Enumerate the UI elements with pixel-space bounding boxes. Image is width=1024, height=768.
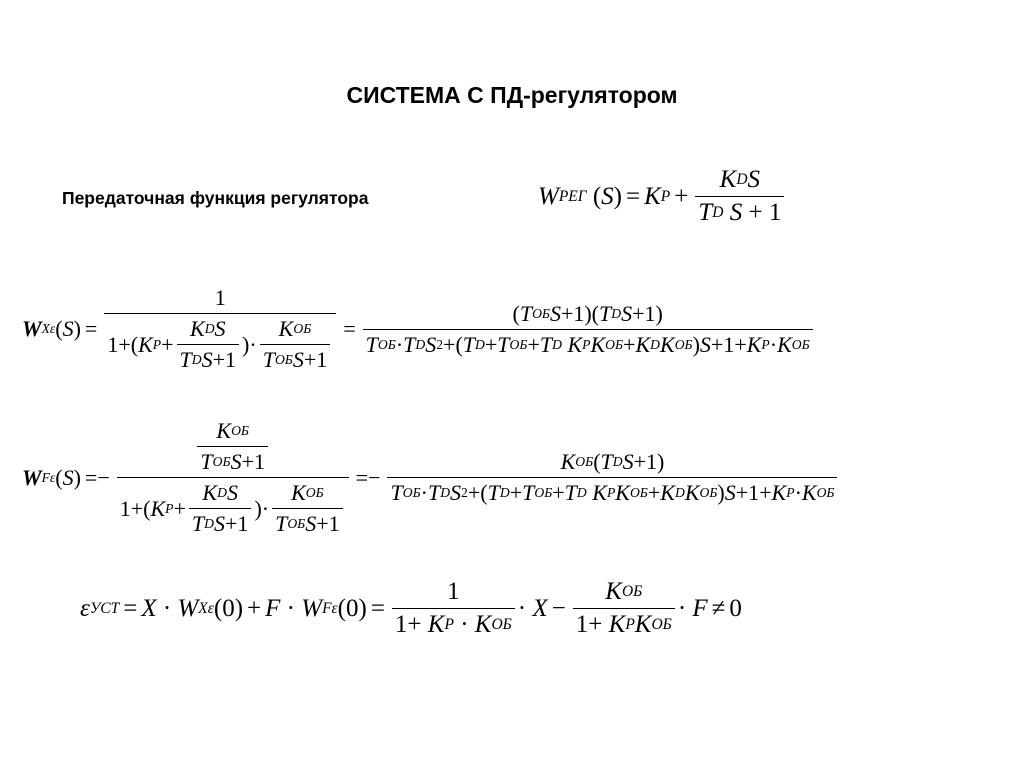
section-subtitle: Передаточная функция регулятора: [62, 188, 369, 208]
closed-loop-x-transfer-function: W Xε ( S ) = 1 1+( K P + K D S T D S +1 )· K ОБ T ОБ S +1 = ( T ОБ S +1)( T D S +1) T ОБ · T D S 2 +( T D + T ОБ + T D K P K ОБ + K D K ОБ ) S +1+ K P · K ОБ: [22, 285, 816, 373]
regulator-transfer-function: W РЕГ ( S ) = K P + K D S T D S + 1: [538, 166, 787, 227]
page-title: СИСТЕМА С ПД-регулятором: [346, 82, 678, 108]
steady-state-error-equation: ε УСТ = X · W Xε (0) + F · W Fε (0) = 1 1+ K P · K ОБ · X − K ОБ 1+ K P K ОБ · F ≠ 0: [80, 578, 742, 638]
closed-loop-f-transfer-function: W Fε ( S ) =− K ОБ T ОБ S +1 1+( K P + K D S T D S +1 )· K ОБ T ОБ S +1 =− K ОБ ( T D S +1) T ОБ · T D S 2 +( T D + T ОБ + T D K P K ОБ + K D K ОБ ) S +1+ K P · K ОБ: [22, 418, 840, 537]
